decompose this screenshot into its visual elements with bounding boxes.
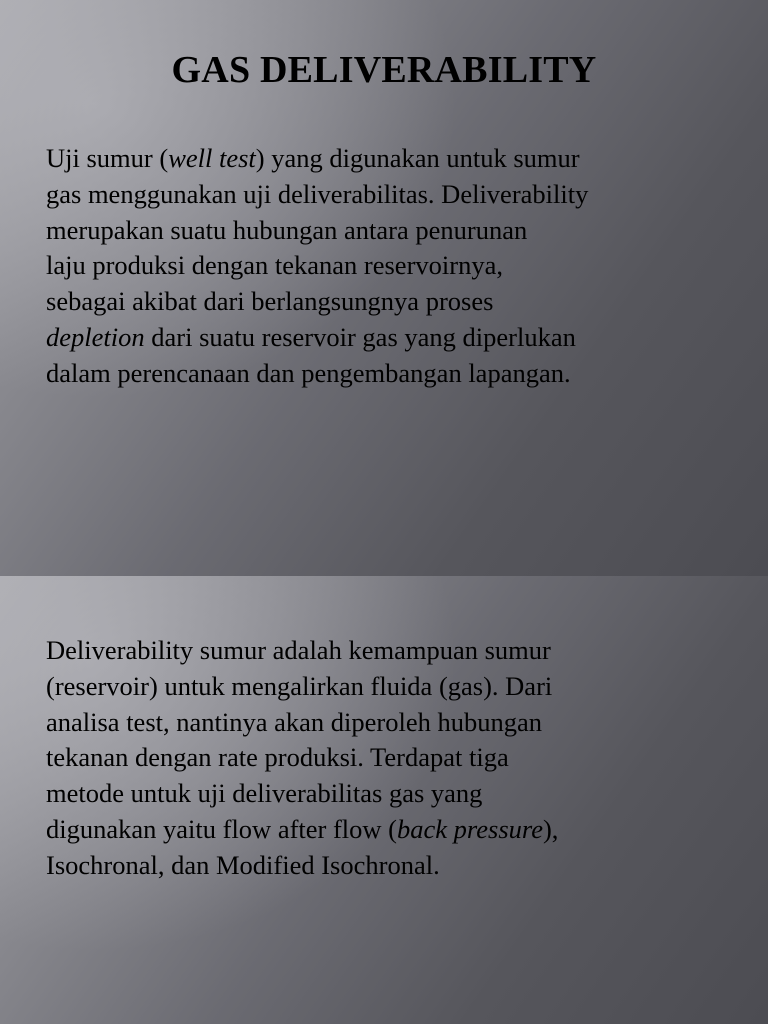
text-line [46,812,736,848]
text-segment: sebagai akibat dari berlangsungnya proses [46,286,494,317]
text-line [46,705,736,741]
text-segment: metode untuk uji deliverabilitas gas yang [46,778,483,809]
text-line [46,284,736,320]
text-segment: laju produksi dengan tekanan reservoirnya, [46,250,503,281]
text-line [46,740,736,776]
text-line [46,177,736,213]
text-line [46,213,736,249]
text-segment: dari suatu reservoir gas yang diperlukan [144,321,576,352]
text-segment: dalam perencanaan dan pengembangan lapangan. [46,357,571,388]
text-line [46,248,736,284]
text-segment: Isochronal, dan Modified Isochronal. [46,849,440,880]
text-segment: analisa test, nantinya akan diperoleh hubungan [46,706,542,737]
slide-title: GAS DELIVERABILITY [171,49,597,91]
text-line [46,633,736,669]
text-line [46,320,736,356]
italic-term: depletion [46,321,145,352]
text-segment: Uji sumur ( [46,143,169,173]
text-segment: (reservoir) untuk mengalirkan fluida (gas). Dari [46,670,553,701]
text-line [46,776,736,812]
italic-term: well test [168,143,256,173]
slide-body-text [46,141,736,392]
text-line [46,848,736,884]
text-line [46,356,736,392]
text-segment: Deliverability sumur adalah kemampuan sumur [46,635,551,665]
italic-term: back pressure [397,813,543,844]
text-segment: ) yang digunakan untuk sumur [255,143,580,173]
text-segment: gas menggunakan uji deliverabilitas. Deliverability [46,178,589,209]
text-segment: digunakan yaitu flow after flow ( [46,813,398,844]
text-segment: ), [542,813,559,844]
slide-body-text [46,633,736,884]
text-segment: merupakan suatu hubungan antara penurunan [46,214,528,245]
text-line [46,141,736,177]
text-line [46,669,736,705]
slide-deliverability-methods [0,576,768,1024]
text-segment: tekanan dengan rate produksi. Terdapat tiga [46,742,509,773]
